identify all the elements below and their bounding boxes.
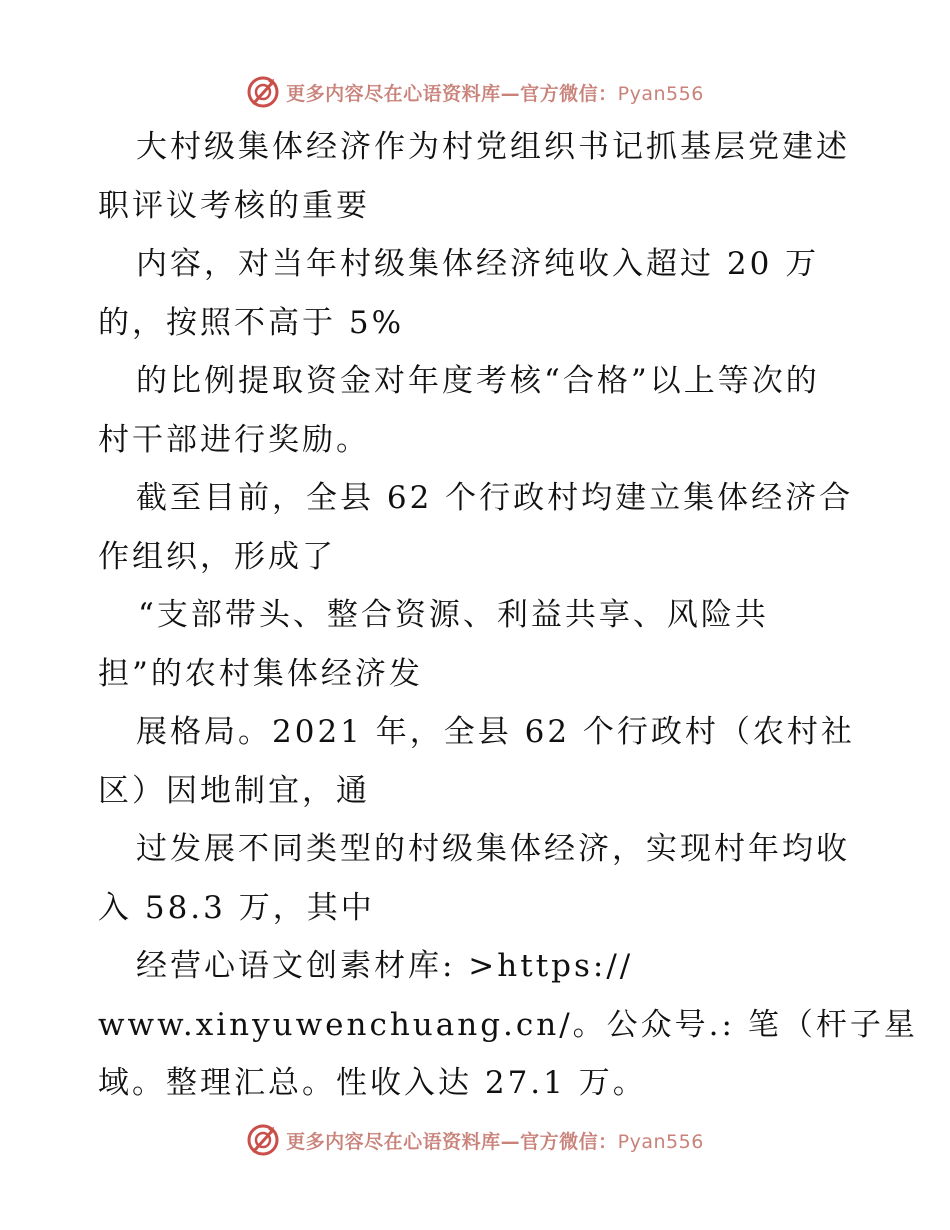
paragraph-line: 经营心语文创素材库: >https:// (136, 948, 634, 984)
paragraph-line: 职评议考核的重要 (98, 187, 370, 224)
header-watermark (0, 72, 950, 112)
paragraph-line: 区）因地制宜，通 (98, 772, 370, 809)
paragraph-line: 村干部进行奖励。 (98, 421, 370, 458)
paragraph-line: www.xinyuwenchuang.cn/。公众号.: 笔（杆子星 (98, 1006, 918, 1043)
brand-logo-icon (246, 75, 280, 109)
watermark-text: 更多内容尽在心语资料库—官方微信：Pyan556 (286, 1130, 704, 1153)
paragraph-line: 过发展不同类型的村级集体经济，实现村年均收 (136, 831, 850, 867)
paragraph-line: 大村级集体经济作为村党组织书记抓基层党建述 (136, 129, 850, 165)
paragraph-line: 域。整理汇总。性收入达 27.1 万。 (98, 1065, 647, 1101)
paragraph-line: 入 58.3 万，其中 (98, 889, 375, 926)
paragraph-line: 的，按照不高于 5% (98, 304, 405, 341)
footer-watermark (0, 1120, 950, 1160)
watermark-text: 更多内容尽在心语资料库—官方微信：Pyan556 (286, 82, 704, 105)
paragraph-line: “支部带头、整合资源、利益共享、风险共 (138, 597, 769, 633)
paragraph-line: 内容，对当年村级集体经济纯收入超过 20 万 (136, 246, 820, 282)
document-body (98, 118, 918, 1113)
paragraph-line: 作组织，形成了 (98, 538, 336, 575)
paragraph-line: 的比例提取资金对年度考核“合格”以上等次的 (136, 363, 820, 399)
paragraph-line: 展格局。2021 年，全县 62 个行政村（农村社 (136, 714, 855, 750)
brand-logo-icon (246, 1123, 280, 1157)
paragraph-line: 担”的农村集体经济发 (98, 655, 423, 692)
paragraph-line: 截至目前，全县 62 个行政村均建立集体经济合 (136, 480, 854, 516)
